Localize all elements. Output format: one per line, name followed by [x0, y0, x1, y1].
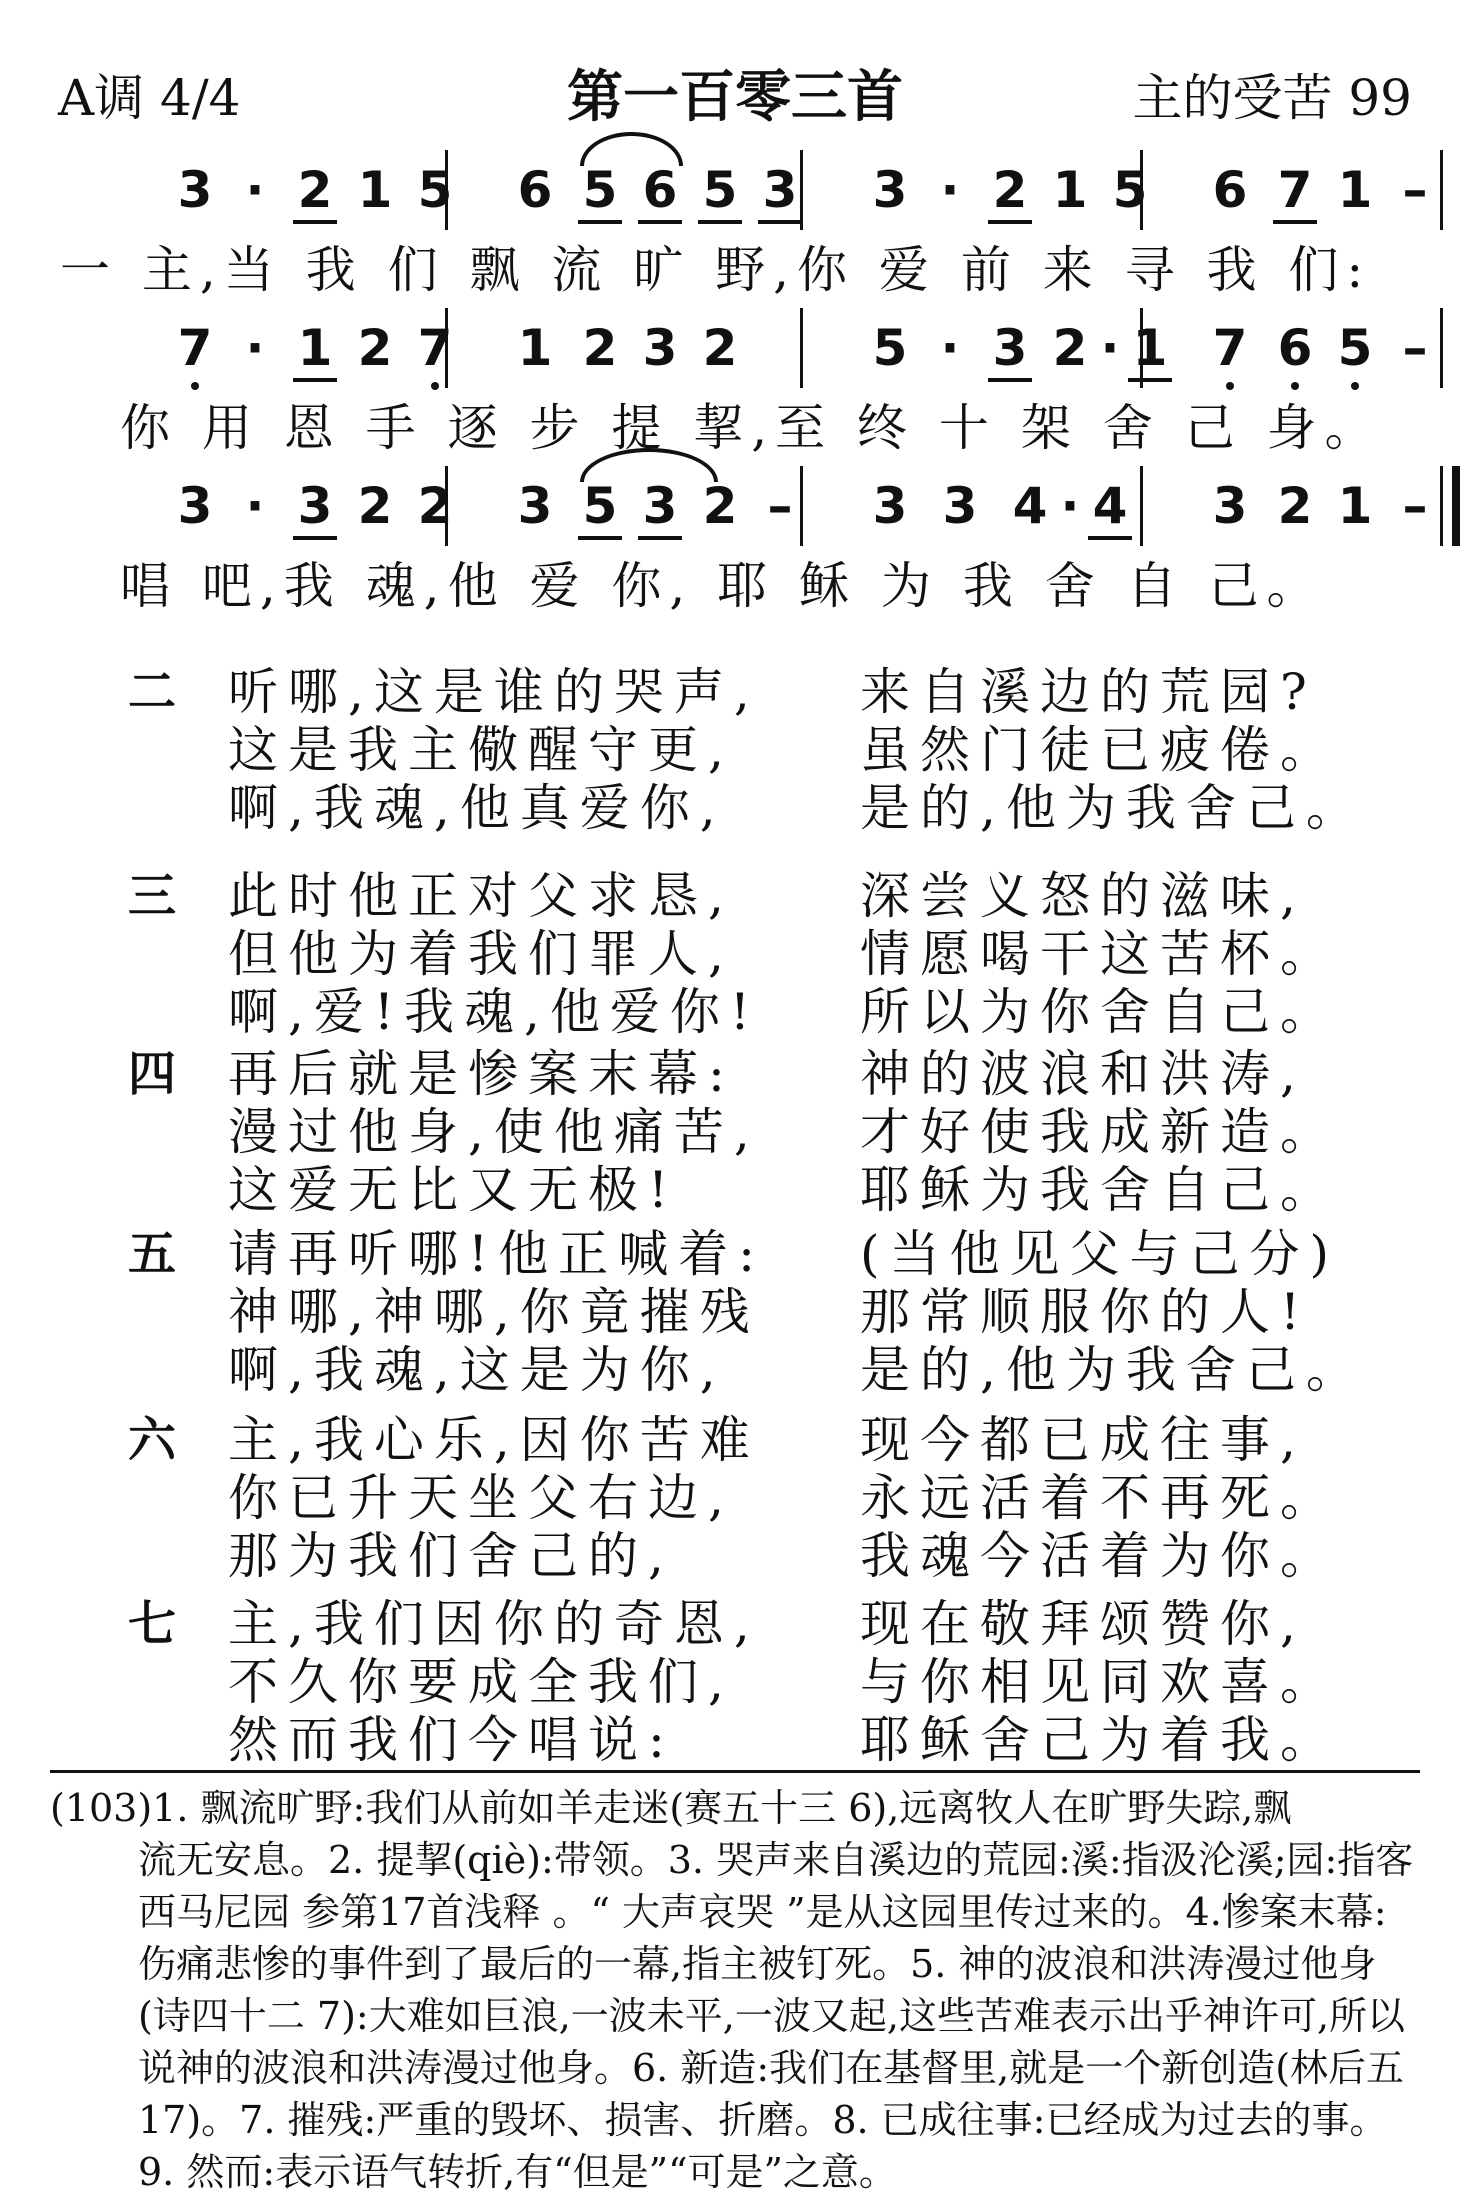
verse-line-left: 再后就是惨案末幕:: [228, 1045, 735, 1103]
note: 4: [1092, 477, 1128, 535]
note: 6: [642, 161, 678, 219]
note: 2: [297, 161, 333, 219]
note: 6: [1212, 161, 1248, 219]
note: 3: [1212, 477, 1248, 535]
verse-line-right: (当他见父与己分): [860, 1225, 1340, 1283]
note: 2: [357, 319, 393, 377]
verse-line-left: 啊,我魂,这是为你,: [228, 1341, 726, 1399]
verse-line-left: 那为我们舍己的,: [228, 1527, 674, 1585]
note: 2: [357, 477, 393, 535]
verse-line-left: 不久你要成全我们,: [228, 1653, 734, 1711]
verse-line-right: 耶稣舍己为着我。: [860, 1711, 1340, 1769]
verse-line-left: 啊,我魂,他真爱你,: [228, 779, 726, 837]
verse-line-left: 请再听哪!他正喊着:: [228, 1225, 765, 1283]
note: 6: [1277, 319, 1313, 377]
verse-line-left: 这是我主儆醒守更,: [228, 721, 734, 779]
note: 2: [1052, 319, 1088, 377]
verse-line-left: 啊,爱!我魂,他爱你!: [228, 983, 760, 1041]
note: 2: [582, 319, 618, 377]
verse-line-right: 与你相见同欢喜。: [860, 1653, 1340, 1711]
note: ·: [1060, 477, 1080, 535]
footnote-first-line: (103)1. 飘流旷野:我们从前如羊走迷(赛五十三 6),远离牧人在旷野失踪,飘: [50, 1786, 1292, 1830]
slur: [580, 132, 683, 166]
verse-line-right: 那常顺服你的人!: [860, 1283, 1311, 1341]
note: 3: [872, 161, 908, 219]
note: 3: [517, 477, 553, 535]
verse-line-right: 来自溪边的荒园?: [860, 663, 1317, 721]
verse-line-right: 所以为你舍自己。: [860, 983, 1340, 1041]
divider: [50, 1770, 1420, 1773]
verse-number: 二: [128, 664, 177, 720]
note: 3: [942, 477, 978, 535]
note: –: [1402, 477, 1428, 535]
verse-line-right: 是的,他为我舍己。: [860, 1341, 1366, 1399]
lyric-line: 一 主,当 我 们 飘 流 旷 野,你 爱 前 来 寻 我 们:: [60, 241, 1372, 299]
verse-line-left: 神哪,神哪,你竟摧残: [228, 1283, 760, 1341]
note: 7: [417, 319, 453, 377]
note: 1: [1337, 477, 1373, 535]
note: –: [1402, 161, 1428, 219]
stave-line: [60, 160, 1428, 299]
note: ·: [245, 477, 265, 535]
underline: [293, 220, 337, 224]
verse-line-right: 现今都已成往事,: [860, 1411, 1306, 1469]
verse-line-right: 现在敬拜颂赞你,: [860, 1595, 1306, 1653]
note: 3: [642, 477, 678, 535]
note: 3: [872, 477, 908, 535]
note: 3: [177, 161, 213, 219]
note: 3: [642, 319, 678, 377]
verse-number: 六: [128, 1412, 177, 1468]
footnote-body: 流无安息。2. 提挈(qiè):带领。3. 哭声来自溪边的荒园:溪:指汲沦溪;园:指客西马尼园 参第17首浅释 。“ 大声哀哭 ”是从这园里传过来的。4.惨案末幕:伤痛悲惨的事件到了最后的一幕,指主被钉死。5. 神的波浪和洪涛漫过他身(诗四十二 7):大难如巨浪,一波未平,一波又起,这些苦难表示出乎神许可,所以说神的波浪和洪涛漫过他身。6. 新造:我们在基督里,就是一个新创造(林后五 17)。7. 摧残:严重的毁坏、损害、折磨。8. 已成往事:已经成为过去的事。9. 然而:表示语气转折,有“但是”“可是”之意。: [138, 1838, 1414, 2194]
verse-line-right: 永远活着不再死。: [860, 1469, 1340, 1527]
lower-octave-dot: [431, 382, 439, 390]
note: 2: [417, 477, 453, 535]
note: 6: [517, 161, 553, 219]
note: ·: [940, 161, 960, 219]
note: 7: [1277, 161, 1313, 219]
verse-line-left: 听哪,这是谁的哭声,: [228, 663, 760, 721]
verse-line-right: 情愿喝干这苦杯。: [860, 925, 1340, 983]
verse-line-right: 耶稣为我舍自己。: [860, 1161, 1340, 1219]
note: ·: [245, 319, 265, 377]
verse-line-left: 你已升天坐父右边,: [228, 1469, 734, 1527]
stave-line: [120, 318, 1428, 457]
note: 2: [702, 319, 738, 377]
lower-octave-dot: [1351, 382, 1359, 390]
underline: [1128, 378, 1172, 382]
note: –: [767, 477, 793, 535]
note: 3: [762, 161, 798, 219]
underline: [638, 220, 682, 224]
underline: [1273, 220, 1317, 224]
barline: [800, 308, 803, 388]
underline: [293, 378, 337, 382]
verse-line-left: 主,我们因你的奇恩,: [228, 1595, 760, 1653]
note: 3: [992, 319, 1028, 377]
underline: [578, 536, 622, 540]
note: 5: [1112, 161, 1148, 219]
verse-line-left: 这爱无比又无极!: [228, 1161, 679, 1219]
underline: [988, 220, 1032, 224]
note: ·: [245, 161, 265, 219]
note: 7: [1212, 319, 1248, 377]
barline: [1140, 466, 1143, 546]
lower-octave-dot: [1291, 382, 1299, 390]
hymn-title: 第一百零三首: [567, 65, 903, 130]
note: 2: [992, 161, 1028, 219]
verse-number: 三: [128, 868, 177, 924]
note: 1: [1337, 161, 1373, 219]
lower-octave-dot: [191, 382, 199, 390]
underline: [1088, 536, 1132, 540]
lyric-line: 你 用 恩 手 逐 步 提 挈,至 终 十 架 舍 己 身。: [120, 399, 1383, 457]
note: 3: [177, 477, 213, 535]
note: 1: [1052, 161, 1088, 219]
note: 1: [357, 161, 393, 219]
note: 2: [1277, 477, 1313, 535]
note: 5: [872, 319, 908, 377]
verse-line-right: 是的,他为我舍己。: [860, 779, 1366, 837]
verse-line-right: 深尝义怒的滋味,: [860, 867, 1306, 925]
note: 5: [1337, 319, 1373, 377]
verse-line-right: 才好使我成新造。: [860, 1103, 1340, 1161]
note: 1: [517, 319, 553, 377]
note: 5: [417, 161, 453, 219]
note: –: [1402, 319, 1428, 377]
underline: [578, 220, 622, 224]
verse-line-right: 神的波浪和洪涛,: [860, 1045, 1306, 1103]
final-barline: [1452, 466, 1460, 546]
underline: [698, 220, 742, 224]
verse-line-left: 主,我心乐,因你苦难: [228, 1411, 760, 1469]
verse-number: 五: [128, 1226, 177, 1282]
verse-number: 四: [128, 1046, 177, 1102]
note: 7: [177, 319, 213, 377]
lower-octave-dot: [1226, 382, 1234, 390]
note: 1: [297, 319, 333, 377]
underline: [988, 378, 1032, 382]
note: ·: [940, 319, 960, 377]
key-signature: A调 4/4: [58, 69, 241, 127]
note: 2: [702, 477, 738, 535]
note: 5: [582, 161, 618, 219]
note: 5: [582, 477, 618, 535]
note: 4: [1012, 477, 1048, 535]
verse-line-left: 漫过他身,使他痛苦,: [228, 1103, 760, 1161]
underline: [293, 536, 337, 540]
stave-line: [120, 476, 1428, 615]
verse-number: 七: [128, 1596, 177, 1652]
verse-line-left: 但他为着我们罪人,: [228, 925, 734, 983]
lyric-line: 唱 吧,我 魂,他 爱 你, 耶 稣 为 我 舍 自 己。: [120, 557, 1325, 615]
verse-line-right: 我魂今活着为你。: [860, 1527, 1340, 1585]
footnotes: [50, 1782, 1420, 2198]
verse-line-right: 虽然门徒已疲倦。: [860, 721, 1340, 779]
note: 3: [297, 477, 333, 535]
hymn-reference: 主的受苦 99: [1132, 69, 1412, 127]
verse-line-left: 此时他正对父求恳,: [228, 867, 734, 925]
note: 1: [1132, 319, 1168, 377]
underline: [638, 536, 682, 540]
underline: [758, 220, 802, 224]
note: ·: [1100, 319, 1120, 377]
verse-line-left: 然而我们今唱说:: [228, 1711, 675, 1769]
note: 5: [702, 161, 738, 219]
